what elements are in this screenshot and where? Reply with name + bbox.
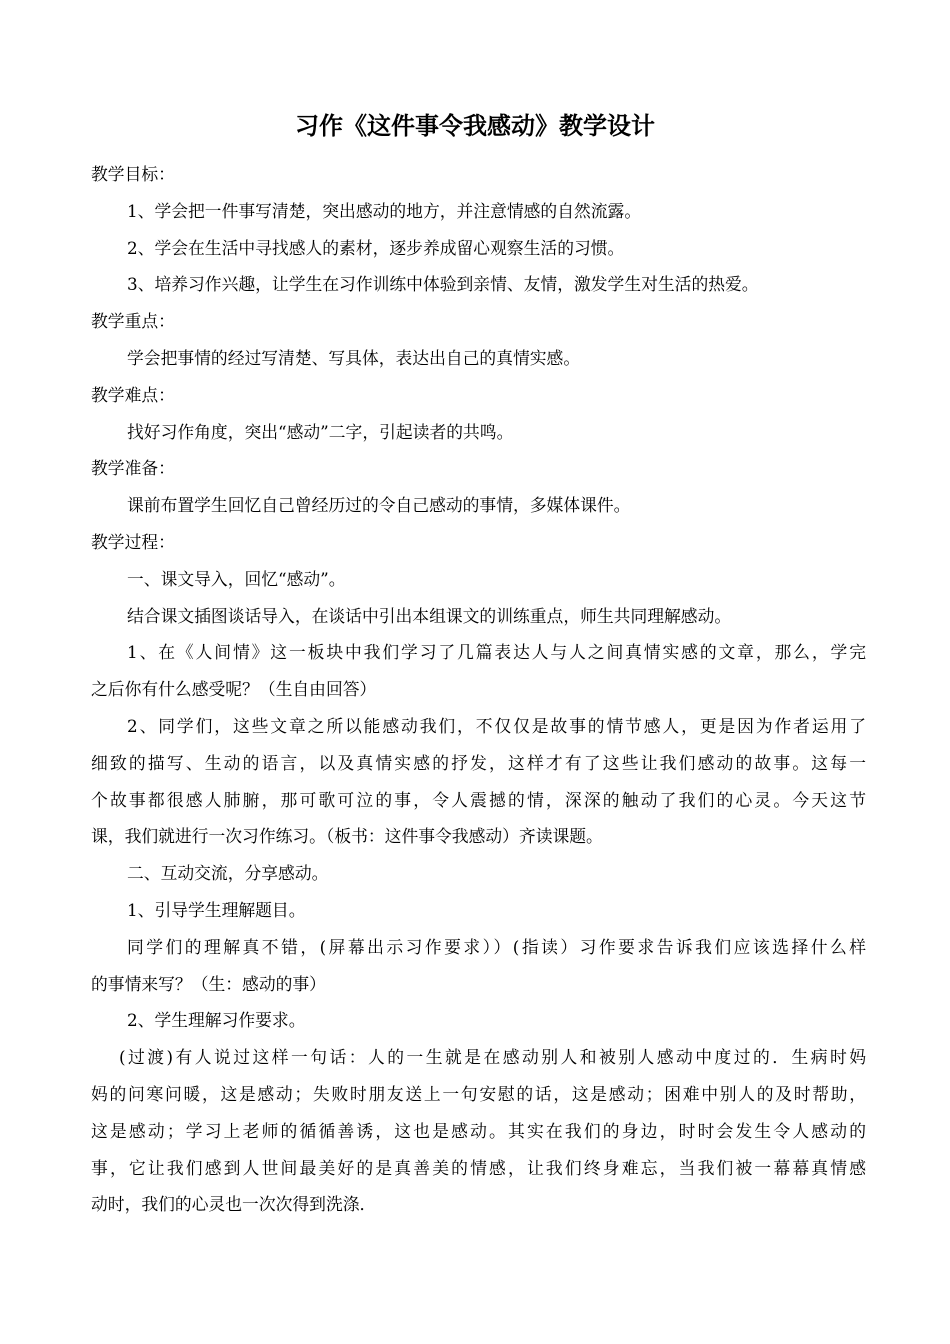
paragraph-line: 的事情来写？（生：感动的事）: [91, 973, 326, 994]
document-title: 习作《这件事令我感动》教学设计: [295, 112, 655, 140]
paragraph-line: 事，它让我们感到人世间最美好的是真善美的情感，让我们终身难忘，当我们被一幕幕真情感: [91, 1157, 866, 1178]
paragraph-line: 2、学生理解习作要求。: [127, 1010, 306, 1031]
section-heading-key-points: 教学重点：: [91, 311, 175, 332]
paragraph-line: 这是感动；学习上老师的循循善诱，这也是感动。其实在我们的身边，时时会发生令人感动的: [91, 1120, 866, 1141]
paragraph-line: 1、引导学生理解题目。: [127, 899, 306, 920]
section-heading-process: 教学过程：: [91, 531, 175, 552]
section-heading-preparation: 教学准备：: [91, 458, 175, 479]
document-body: [91, 156, 866, 1223]
difficulties-text: 找好习作角度，突出“感动”二字，引起读者的共鸣。: [127, 421, 514, 442]
paragraph-line: 2、同学们，这些文章之所以能感动我们，不仅仅是故事的情节感人，更是因为作者运用了: [127, 715, 866, 736]
paragraph-line: (过渡)有人说过这样一句话：人的一生就是在感动别人和被别人感动中度过的．生病时妈: [119, 1047, 866, 1068]
objective-1: 1、学会把一件事写清楚，突出感动的地方，并注意情感的自然流露。: [127, 200, 642, 221]
paragraph-line: 之后你有什么感受呢？（生自由回答）: [91, 679, 377, 700]
paragraph-line: 个故事都很感人肺腑，那可歌可泣的事，令人震撼的情，深深的触动了我们的心灵。今天这节: [91, 789, 866, 810]
paragraph-line: 同学们的理解真不错，(屏幕出示习作要求））(指读）习作要求告诉我们应该选择什么样: [127, 936, 866, 957]
preparation-text: 课前布置学生回忆自己曾经历过的令自己感动的事情，多媒体课件。: [127, 495, 631, 516]
objective-3: 3、培养习作兴趣，让学生在习作训练中体验到亲情、友情，激发学生对生活的热爱。: [127, 274, 759, 295]
paragraph-line: 1、在《人间情》这一板块中我们学习了几篇表达人与人之间真情实感的文章，那么，学完: [127, 642, 866, 663]
key-points-text: 学会把事情的经过写清楚、写具体，表达出自己的真情实感。: [127, 347, 581, 368]
paragraph-line: 细致的描写、生动的语言，以及真情实感的抒发，这样才有了这些让我们感动的故事。这每一: [91, 752, 866, 773]
paragraph-line: 动时，我们的心灵也一次次得到洗涤．: [91, 1194, 377, 1215]
process-step-1-heading: 一、课文导入，回忆“感动”。: [127, 568, 346, 589]
objective-2: 2、学会在生活中寻找感人的素材，逐步养成留心观察生活的习惯。: [127, 237, 625, 258]
paragraph-line: 课，我们就进行一次习作练习。（板书：这件事令我感动）齐读课题。: [91, 826, 603, 847]
paragraph-line: 结合课文插图谈话导入，在谈话中引出本组课文的训练重点，师生共同理解感动。: [127, 605, 732, 626]
paragraph-line: 妈的问寒问暖，这是感动；失败时朋友送上一句安慰的话，这是感动；困难中别人的及时帮助，: [91, 1083, 866, 1104]
section-heading-difficulties: 教学难点：: [91, 384, 175, 405]
section-heading-objectives: 教学目标：: [91, 164, 175, 184]
process-step-2-heading: 二、互动交流，分享感动。: [127, 863, 329, 884]
